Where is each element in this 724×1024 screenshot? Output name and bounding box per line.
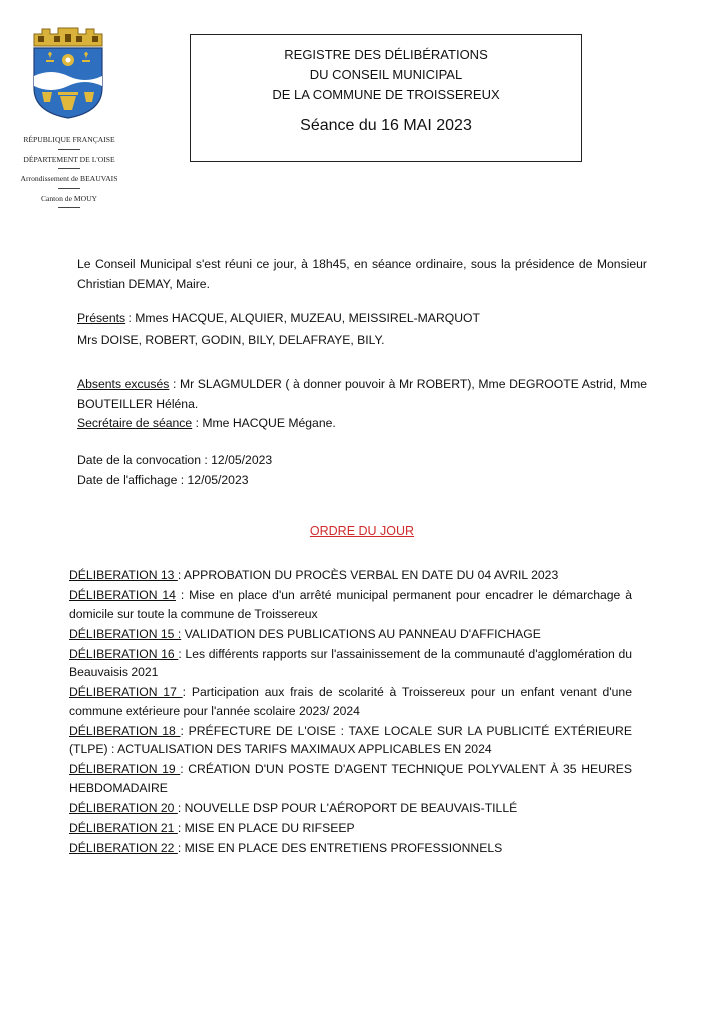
agenda-item-label: DÉLIBERATION 16	[69, 646, 179, 661]
agenda-item-label: DÉLIBERATION 15 :	[69, 626, 182, 641]
agenda-item-text: : APPROBATION DU PROCÈS VERBAL EN DATE DU 04 AVRIL 2023	[177, 568, 559, 582]
dates-section	[77, 450, 647, 490]
admin-line: Arrondissement de BEAUVAIS	[20, 174, 118, 184]
agenda-item-text: : Mise en place d'un arrêté municipal permanent pour encadrer le démarchage à domicile sur toute la commune de Troissereux	[69, 588, 632, 621]
presents-label: Présents	[77, 311, 126, 325]
presents-text: : Mmes HACQUE, ALQUIER, MUZEAU, MEISSIREL-MARQUOT	[125, 311, 480, 325]
agenda-item-text: : Les différents rapports sur l'assainissement de la communauté d'agglomération du Beauvaisis 2021	[69, 646, 632, 679]
agenda-item	[69, 625, 632, 644]
intro-paragraph: Le Conseil Municipal s'est réuni ce jour, à 18h45, en séance ordinaire, sous la présidence de Monsieur Christian DEMAY, Maire.	[77, 257, 647, 291]
convocation-label: Date de la convocation	[77, 453, 201, 467]
agenda-item	[69, 645, 632, 682]
agenda-item-label: DÉLIBERATION 19	[69, 762, 181, 776]
secretaire-label: Secrétaire de séance	[77, 416, 193, 430]
absents-section	[77, 374, 647, 414]
agenda-item-text: : CRÉATION D'UN POSTE D'AGENT TECHNIQUE POLYVALENT À 35 HEURES HEBDOMADAIRE	[69, 762, 632, 795]
admin-line: DÉPARTEMENT DE L'OISE	[23, 154, 115, 164]
agenda-item-label: DÉLIBERATION 17	[69, 685, 183, 699]
agenda-item-text: : MISE EN PLACE DES ENTRETIENS PROFESSIONNELS	[177, 840, 503, 855]
agenda-title: ORDRE DU JOUR	[309, 524, 415, 538]
administrative-block	[6, 136, 132, 214]
agenda-item-text: : MISE EN PLACE DU RIFSEEP	[177, 820, 355, 835]
agenda-item-text: : PRÉFECTURE DE L'OISE : TAXE LOCALE SUR LA PUBLICITÉ EXTÉRIEURE (TLPE) : ACTUALISATION DES TARIFS MAXIMAUX APPLICABLES EN 2024	[69, 723, 632, 756]
presents-text: Mrs DOISE, ROBERT, GODIN, BILY, DELAFRAYE, BILY.	[77, 333, 385, 347]
absents-label: Absents excusés	[77, 377, 170, 391]
agenda-item-label: DÉLIBERATION 20	[69, 800, 178, 815]
divider	[58, 207, 80, 208]
agenda-item	[69, 566, 632, 585]
divider	[58, 149, 80, 150]
agenda-item-label: DÉLIBERATION 13	[69, 568, 178, 582]
convocation-value: : 12/05/2023	[201, 453, 273, 467]
register-title-line: DE LA COMMUNE DE TROISSEREUX	[272, 87, 500, 102]
agenda-list	[69, 566, 632, 859]
secretaire-section	[77, 413, 647, 433]
divider	[58, 188, 80, 189]
register-title-line: REGISTRE DES DÉLIBÉRATIONS	[284, 47, 488, 62]
agenda-item-label: DÉLIBERATION 18	[69, 723, 181, 738]
agenda-item	[69, 722, 632, 759]
agenda-item-text: VALIDATION DES PUBLICATIONS AU PANNEAU D'AFFICHAGE	[181, 626, 541, 641]
agenda-item-text: : NOUVELLE DSP POUR L'AÉROPORT DE BEAUVAIS-TILLÉ	[177, 800, 518, 815]
divider	[58, 168, 80, 169]
affichage-label: Date de l'affichage	[77, 473, 178, 487]
presents-section	[77, 308, 647, 350]
agenda-item-text: : Participation aux frais de scolarité à Troissereux pour un enfant venant d'une commune extérieure pour l'année scolaire 2023/ 2024	[69, 685, 632, 718]
agenda-item	[69, 760, 632, 797]
register-title-line: DU CONSEIL MUNICIPAL	[309, 67, 463, 82]
seance-date: Séance du 16 MAI 2023	[300, 117, 472, 134]
agenda-item	[69, 839, 632, 858]
affichage-value: : 12/05/2023	[177, 473, 249, 487]
agenda-item	[69, 799, 632, 818]
secretaire-text: : Mme HACQUE Mégane.	[192, 416, 336, 430]
agenda-item	[69, 819, 632, 838]
admin-line: RÉPUBLIQUE FRANÇAISE	[23, 135, 115, 144]
agenda-item-label: DÉLIBERATION 21	[69, 820, 178, 835]
agenda-item-label: DÉLIBERATION 14	[69, 588, 176, 602]
agenda-item	[69, 586, 632, 623]
absents-text: : Mr SLAGMULDER ( à donner pouvoir à Mr ROBERT), Mme DEGROOTE Astrid, Mme BOUTEILLER Héléna.	[77, 377, 647, 411]
admin-line: Canton de MOUY	[40, 193, 98, 203]
register-title-box	[190, 34, 582, 162]
town-crest-icon	[28, 26, 108, 120]
agenda-item	[69, 683, 632, 720]
agenda-item-label: DÉLIBERATION 22	[69, 840, 178, 855]
